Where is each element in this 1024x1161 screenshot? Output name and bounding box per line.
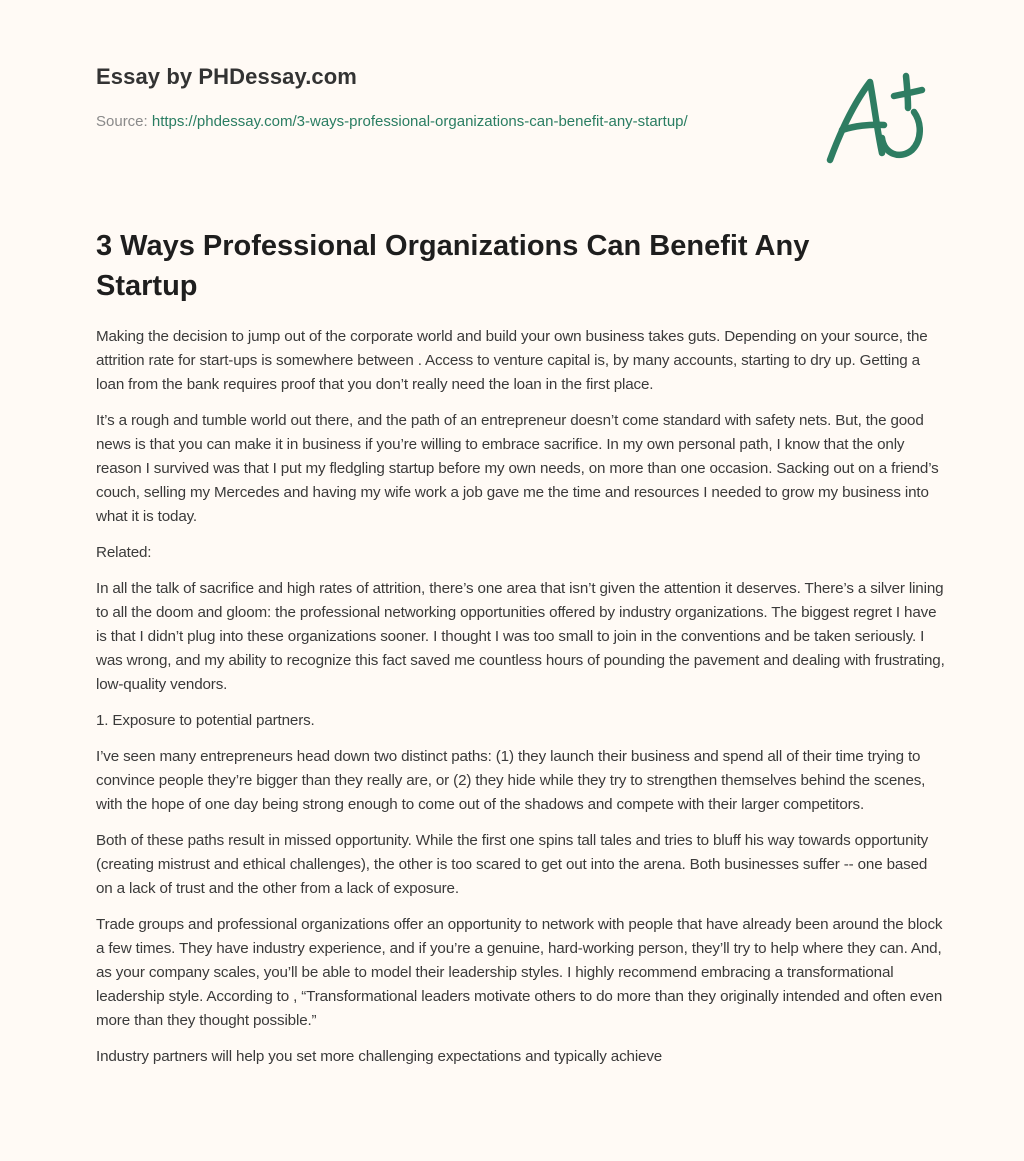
paragraph: Both of these paths result in missed opportunity. While the first one spins tall tales and tries to bluff his way towards opportunity (creating mistrust and ethical challenges), the other is too scared to get out into the arena. Both businesses suffer -- one based on a lack of trust and the other from a lack of exposure. [96, 832, 929, 897]
paragraph: In all the talk of sacrifice and high rates of attrition, there’s one area that isn’t given the attention it deserves. There’s a silver lining to all the doom and gloom: the professional networking opportunities offered by industry organizations. The biggest regret I have is that I didn’t plug into these organizations sooner. I thought I was too small to join in the conventions and be taken seriously. I was wrong, and my ability to recognize this fact saved me countless hours of pounding the pavement and dealing with frustrating, low-quality vendors. [96, 580, 945, 693]
source-link[interactable]: https://phdessay.com/3-ways-professional-organizations-can-benefit-any-startup/ [151, 113, 688, 130]
source-label: Source: [96, 113, 152, 130]
paragraph: It’s a rough and tumble world out there, and the path of an entrepreneur doesn’t come standard with safety nets. But, the good news is that you can make it in business if you’re willing to embrace sacrifice. In my own personal path, I know that the only reason I survived was that I put my fledgling startup before my own needs, on more than one occasion. Sacking out on a friend’s couch, selling my Mercedes and having my wife work a job gave me the time and resources I needed to grow my business into what it is today. [96, 412, 939, 525]
paragraph: I’ve seen many entrepreneurs head down two distinct paths: (1) they launch their business and spend all of their time trying to convince people they’re bigger than they really are, or (2) they hide while they try to strengthen themselves behind the scenes, with the hope of one day being strong enough to come out of the shadows and compete with their larger competitors. [96, 748, 926, 813]
paragraph: Making the decision to jump out of the corporate world and build your own business takes guts. Depending on your source, the attrition rate for start-ups is somewhere between . Access to venture capital is, by many accounts, starting to dry up. Getting a loan from the bank requires proof that you don’t really need the loan in the first place. [96, 328, 928, 393]
related-label: Related: [96, 544, 152, 561]
a-plus-logo-icon [822, 68, 932, 168]
section-heading: 1. Exposure to potential partners. [96, 712, 315, 729]
paragraph: Trade groups and professional organizations offer an opportunity to network with people that have already been around the block a few times. They have industry experience, and if you’re a genuine, hard-working person, they’ll try to help where they can. And, as your company scales, you’ll be able to model their leadership styles. I highly recommend embracing a transformational leadership style. According to , “Transformational leaders motivate others to do more than they originally intended and often even more than they thought possible.” [96, 916, 943, 1029]
essay-body [96, 325, 946, 1081]
essay-title: 3 Ways Professional Organizations Can Benefit Any Startup [96, 230, 810, 302]
source-line [96, 110, 736, 134]
site-title: Essay by PHDessay.com [96, 64, 357, 89]
paragraph: Industry partners will help you set more challenging expectations and typically achieve [96, 1048, 663, 1065]
